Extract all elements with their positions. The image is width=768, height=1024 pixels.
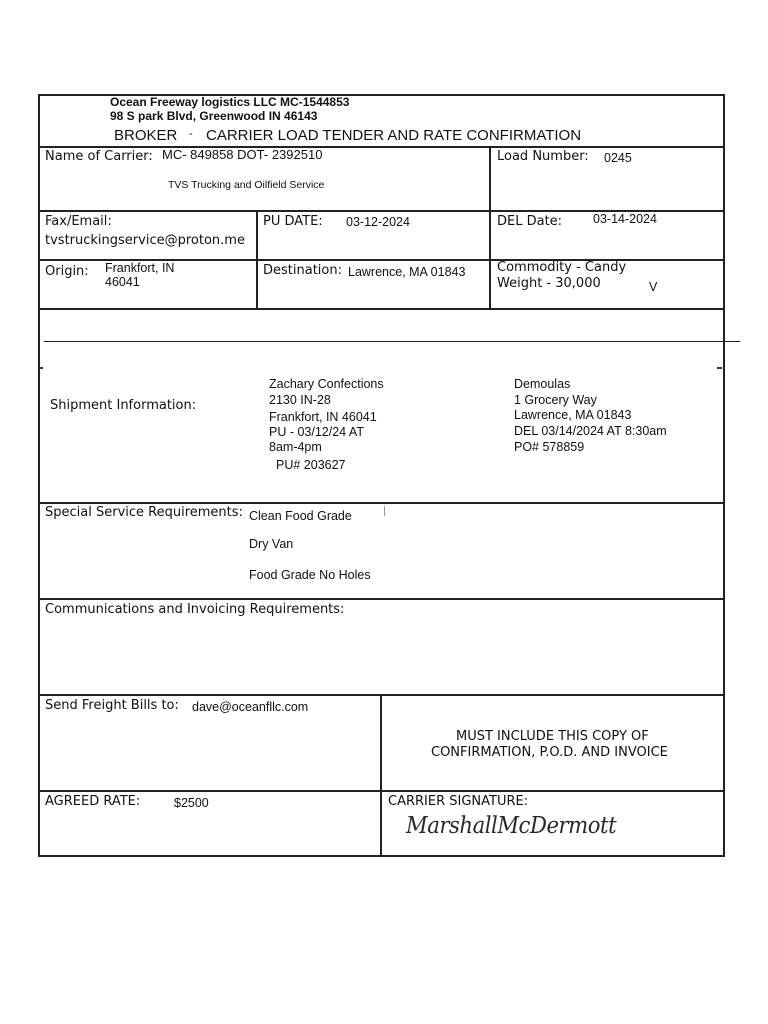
pickup-time: PU - 03/12/24 AT [269, 425, 364, 439]
agreed-rate-value: $2500 [174, 796, 209, 810]
pickup-street: 2130 IN-28 [269, 393, 331, 407]
load-number-label: Load Number: [497, 149, 589, 164]
carrier-mc-dot: MC- 849858 DOT- 2392510 [162, 147, 323, 162]
commodity-line: Commodity - Candy [497, 260, 627, 275]
delivery-street: 1 Grocery Way [514, 393, 597, 407]
pickup-number: PU# 203627 [276, 458, 346, 472]
tick-mark-right [717, 367, 722, 369]
pu-date-value: 03-12-2024 [346, 215, 410, 229]
special-label: Special Service Requirements: [45, 505, 243, 520]
communications-label: Communications and Invoicing Requirements: [45, 602, 345, 617]
check-mark: V [649, 280, 658, 294]
weight-line: Weight - 30,000 [497, 276, 601, 291]
destination-label: Destination: [263, 263, 342, 278]
form-title-broker: BROKER [114, 127, 178, 144]
form-title: CARRIER LOAD TENDER AND RATE CONFIRMATION [206, 127, 582, 144]
pickup-window: 8am-4pm [269, 440, 322, 454]
load-number-value: 0245 [604, 151, 632, 165]
origin-zip: 46041 [105, 275, 140, 289]
freight-label: Send Freight Bills to: [45, 698, 179, 713]
divider-fax-pu [256, 210, 258, 310]
divider-carrier-load [489, 146, 491, 310]
pu-date-label: PU DATE: [263, 214, 323, 229]
carrier-signature: MarshallMcDermott [406, 813, 617, 839]
del-date-label: DEL Date: [497, 214, 563, 229]
delivery-city: Lawrence, MA 01843 [514, 408, 632, 422]
origin-city: Frankfort, IN [105, 261, 175, 275]
destination-value: Lawrence, MA 01843 [348, 265, 466, 279]
fax-email-value: tvstruckingservice@proton.me [45, 233, 245, 248]
special-item-dryvan: Dry Van [249, 537, 294, 551]
broker-name: Ocean Freeway logistics LLC MC-1544853 [110, 95, 350, 109]
fax-email-label: Fax/Email: [45, 214, 112, 229]
rule-spacer [44, 341, 740, 342]
tick-mark-left [40, 367, 43, 369]
freight-notice-2: CONFIRMATION, P.O.D. AND INVOICE [431, 745, 668, 760]
broker-address: 98 S park Blvd, Greenwood IN 46143 [110, 109, 318, 123]
form-title-dash: - [189, 128, 193, 140]
carrier-signature-label: CARRIER SIGNATURE: [388, 794, 529, 809]
rule-header [38, 146, 725, 148]
delivery-po: PO# 578859 [514, 440, 585, 454]
tick-mark-special [384, 506, 385, 516]
agreed-rate-label: AGREED RATE: [45, 794, 141, 809]
pickup-city: Frankfort, IN 46041 [269, 410, 377, 424]
divider-freight [380, 694, 382, 857]
special-item-noholes: Food Grade No Holes [249, 568, 371, 582]
carrier-label: Name of Carrier: [45, 149, 153, 164]
freight-notice-1: MUST INCLUDE THIS COPY OF [456, 729, 649, 744]
special-item-clean: Clean Food Grade [249, 509, 352, 523]
freight-email: dave@oceanfllc.com [192, 700, 309, 714]
pickup-company: Zachary Confections [269, 377, 384, 391]
delivery-time: DEL 03/14/2024 AT 8:30am [514, 424, 667, 438]
carrier-name: TVS Trucking and Oilfield Service [168, 179, 325, 191]
rule-special-end [38, 598, 725, 600]
rule-row3 [38, 308, 725, 310]
del-date-value: 03-14-2024 [593, 212, 657, 226]
delivery-company: Demoulas [514, 377, 571, 391]
shipment-label: Shipment Information: [50, 398, 197, 413]
origin-label: Origin: [45, 264, 89, 279]
rule-shipment-end [38, 502, 725, 504]
